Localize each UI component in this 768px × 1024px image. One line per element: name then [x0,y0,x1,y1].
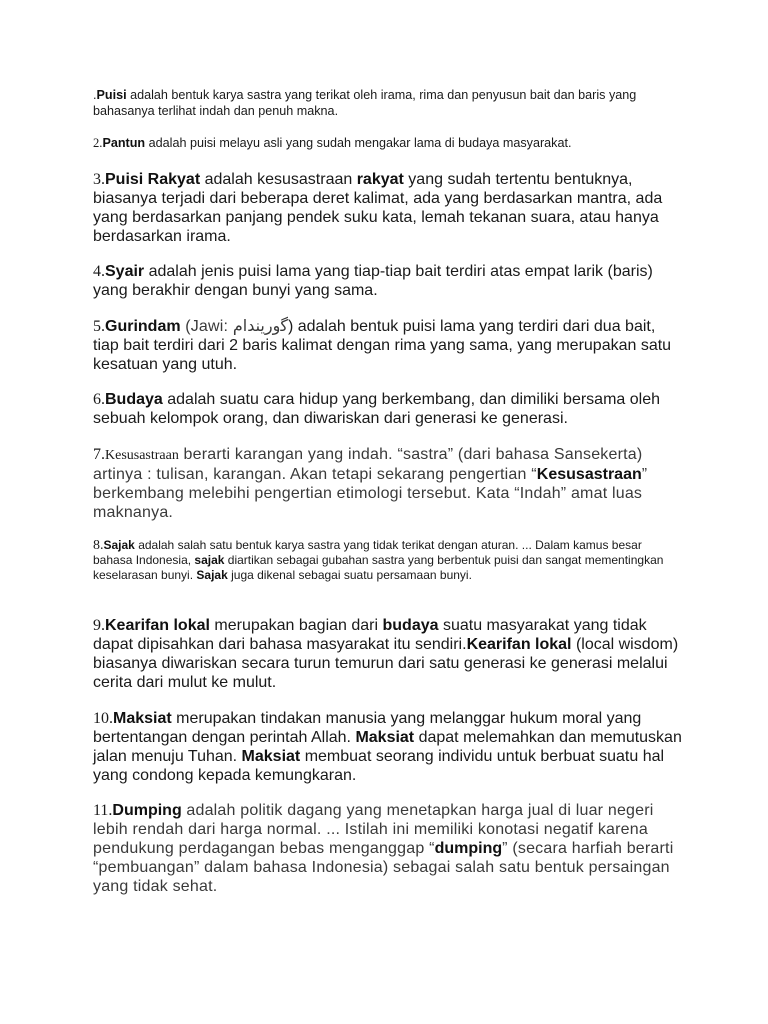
entry-syair [93,262,683,300]
entry-number: 9. [93,617,105,634]
term-dumping-2: dumping [434,840,503,857]
entry-body: adalah politik dagang yang menetapkan harga jual di luar negeri lebih rendah dari harga normal. ... Istilah ini memiliki konotasi negatif karena pendukung perdagangan bebas menganggap “ [93,802,654,857]
term-budaya-2: budaya [382,617,439,634]
term-kearifan-lokal: Kearifan lokal [105,617,210,634]
term-budaya: Budaya [105,391,163,408]
entry-number: 10. [93,710,113,727]
term-sajak-2: sajak [194,553,225,567]
term-sajak: Sajak [103,538,135,552]
term-kesusastraan: Kesusastraan [105,448,179,463]
term-rakyat: rakyat [356,171,404,188]
entry-body: merupakan tindakan manusia yang melanggar hukum moral yang bertentangan dengan perintah Allah. [93,710,642,746]
entry-pantun [93,136,683,152]
entry-dumping [93,801,683,896]
entry-body: juga dikenal sebagai suatu persamaan bunyi. [227,568,472,582]
term-sajak-3: Sajak [196,568,228,582]
entry-body: adalah suatu cara hidup yang berkembang, dan dimiliki bersama oleh sebuah kelompok orang, dan diwariskan dari generasi ke generasi. [93,391,660,427]
entry-puisi-rakyat [93,170,683,246]
entry-puisi [93,88,683,119]
jawi-script: ﮔورينداﻡ [232,318,288,335]
entry-body: ” (secara harfiah berarti “pembuangan” dalam bahasa Indonesia) sebagai salah satu bentuk persaingan yang tidak sehat. [93,840,674,895]
entry-budaya [93,390,683,428]
entry-number: 8. [93,538,104,553]
entry-number: 2. [93,136,103,150]
term-dumping: Dumping [112,802,182,819]
entry-body: adalah salah satu bentuk karya sastra yang tidak terikat dengan aturan. ... Dalam kamus besar bahasa Indonesia, [93,538,642,567]
entry-body: diartikan sebagai gubahan sastra yang berbentuk puisi dan sangat mementingkan keselarasan bunyi. [93,553,664,582]
term-gurindam: Gurindam [105,318,181,335]
term-kesusastraan-bold: Kesusastraan [536,466,642,483]
entry-body: adalah bentuk karya sastra yang terikat oleh irama, rima dan penyusun bait dan baris yang bahasanya terlihat indah dan penuh makna. [93,88,637,118]
entry-body: adalah jenis puisi lama yang tiap-tiap bait terdiri atas empat larik (baris) yang berakhir dengan bunyi yang sama. [93,263,653,299]
term-maksiat: Maksiat [113,710,172,727]
term-puisi-rakyat: Puisi Rakyat [105,171,201,188]
entry-body: (Jawi: [180,318,233,335]
entry-number: 3. [93,171,105,188]
entry-body: adalah puisi melayu asli yang sudah mengakar lama di budaya masyarakat. [145,136,572,150]
entry-body: berarti karangan yang indah. “sastra” (dari bahasa Sansekerta) artinya : tulisan, karangan. Akan tetapi sekarang pengertian “ [93,446,643,483]
entry-number: 4. [93,263,105,280]
entry-number: . [93,88,97,102]
term-maksiat-3: Maksiat [241,748,301,765]
entry-body: (local wisdom) biasanya diwariskan secara turun temurun dari satu generasi ke generasi melalui cerita dari mulut ke mulut. [93,636,679,691]
entry-body: yang sudah tertentu bentuknya, biasanya terjadi dari beberapa deret kalimat, ada yang berdasarkan mantra, ada yang berdasarkan panjang pendek suku kata, lemah tekanan suara, atau hanya berdasarkan irama. [93,171,663,245]
entry-number: 11. [93,802,113,819]
entry-body: ) adalah bentuk puisi lama yang terdiri dari dua bait, tiap bait terdiri dari 2 baris kalimat dengan rima yang sama, yang merupakan satu kesatuan yang utuh. [93,318,672,373]
entry-maksiat [93,709,683,785]
term-pantun: Pantun [102,136,146,150]
entry-kearifan-lokal [93,616,683,692]
entry-sajak [93,538,683,583]
entry-gurindam [93,317,683,374]
entry-number: 6. [93,391,105,408]
entry-body: merupakan bagian dari [209,617,383,634]
entry-body: ” berkembang melebihi pengertian etimologi tersebut. Kata “Indah” amat luas maknanya. [93,466,648,521]
term-puisi: Puisi [96,88,127,102]
term-maksiat-2: Maksiat [355,729,415,746]
term-kearifan-lokal-2: Kearifan lokal [466,636,572,653]
term-syair: Syair [105,263,145,280]
entry-body: adalah kesusastraan [200,171,357,188]
entry-body: membuat seorang individu untuk berbuat suatu hal yang condong kepada kemungkaran. [93,748,665,784]
entry-number: 5. [93,318,105,335]
entry-number: 7. [93,446,105,463]
entry-body: suatu masyarakat yang tidak dapat dipisahkan dari bahasa masyarakat itu sendiri. [93,617,647,653]
entry-body: dapat melemahkan dan memutuskan jalan menuju Tuhan. [93,729,682,765]
entry-kesusastraan [93,445,683,522]
